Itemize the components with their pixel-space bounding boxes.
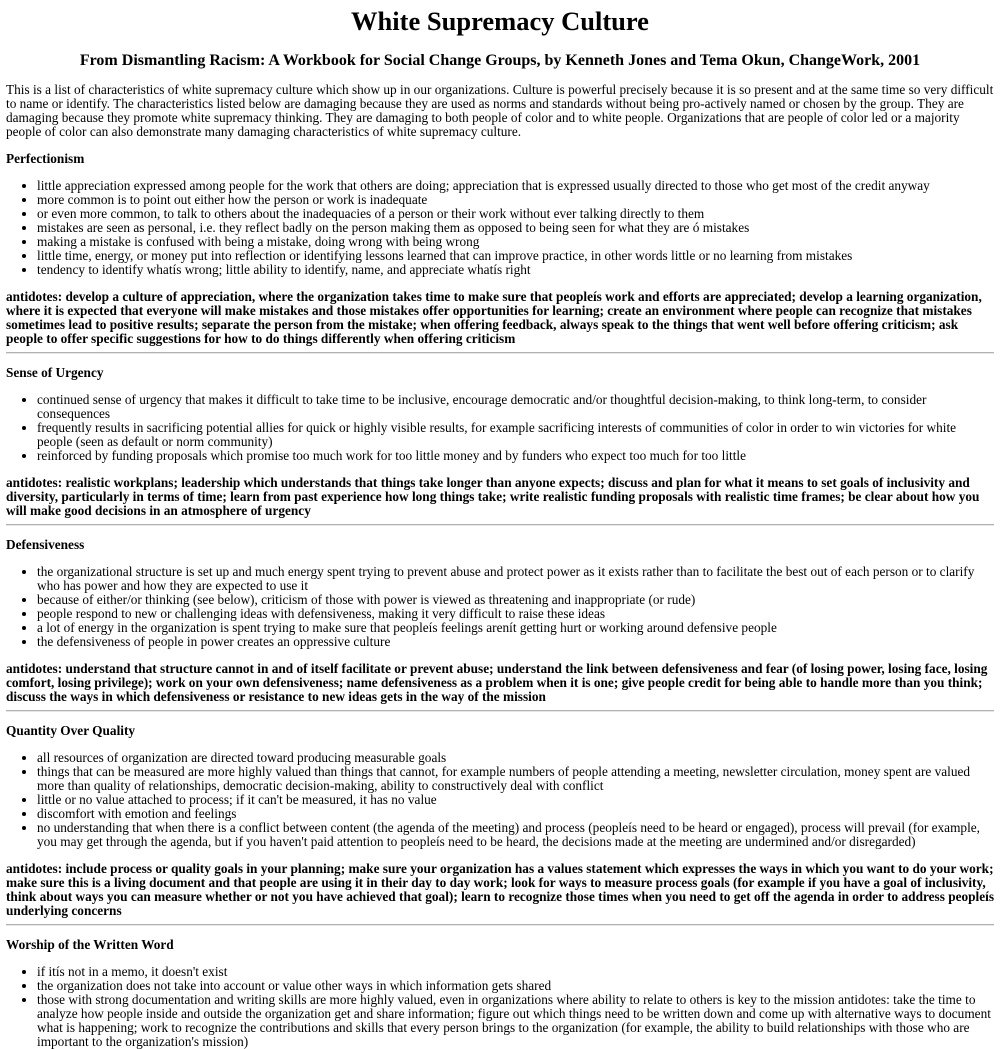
list-item: • more common is to point out either how the person or work is inadequate — [37, 193, 994, 207]
characteristics-list — [6, 179, 994, 277]
list-item: • things that can be measured are more highly valued than things that cannot, for example numbers of people attending a meeting, newsletter circulation, money spent are valued more than quality of relationships, democratic decision-making, ability to constructively deal with conflict — [37, 765, 994, 793]
list-item: • the organization does not take into account or value other ways in which information gets shared — [37, 979, 994, 993]
list-item: • if itís not in a memo, it doesn't exist — [37, 965, 994, 979]
characteristics-list — [6, 965, 994, 1049]
antidotes-paragraph: antidotes: understand that structure cannot in and of itself facilitate or prevent abuse; understand the link between defensiveness and fear (of losing power, losing face, losing comfort, losing privilege); work on your own defensiveness; name defensiveness as a problem when it is one; give people credit for being able to handle more than you think; discuss the ways in which defensiveness or resistance to new ideas gets in the way of the mission — [6, 661, 988, 704]
section-divider — [6, 924, 994, 926]
section-title: Defensiveness — [6, 537, 85, 552]
section — [6, 938, 994, 1049]
document-page — [0, 7, 1000, 1049]
page-title: White Supremacy Culture — [351, 6, 649, 36]
list-item: • mistakes are seen as personal, i.e. they reflect badly on the person making them as opposed to being seen for what they are ó mistakes — [37, 221, 994, 235]
list-item: • continued sense of urgency that makes it difficult to take time to be inclusive, encourage democratic and/or thoughtful decision-making, to think long-term, to consider consequences — [37, 393, 994, 421]
list-item: • little appreciation expressed among people for the work that others are doing; appreciation that is expressed usually directed to those who get most of the credit anyway — [37, 179, 994, 193]
antidotes-paragraph: antidotes: include process or quality goals in your planning; make sure your organization has a values statement which expresses the ways in which you want to do your work; make sure this is a living document and that people are using it in their day to day work; look for ways to measure process goals (for example if you have a goal of inclusivity, think about ways you can measure whether or not you have achieved that goal); learn to recognize those times when you need to get off the agenda in order to address peopleís underlying concerns — [6, 861, 995, 918]
section — [6, 152, 994, 354]
section-title: Perfectionism — [6, 151, 85, 166]
section — [6, 366, 994, 526]
section — [6, 724, 994, 926]
antidotes-paragraph: antidotes: realistic workplans; leadership which understands that things take longer than anyone expects; discuss and plan for what it means to set goals of inclusivity and diversity, particularly in terms of time; learn from past experience how long things take; write realistic funding proposals with realistic time frames; be clear about how you will make good decisions in an atmosphere of urgency — [6, 475, 980, 518]
list-item: • making a mistake is confused with being a mistake, doing wrong with being wrong — [37, 235, 994, 249]
list-item: • or even more common, to talk to others about the inadequacies of a person or their work without ever talking directly to them — [37, 207, 994, 221]
intro-paragraph: This is a list of characteristics of white supremacy culture which show up in our organizations. Culture is powerful precisely because it is so present and at the same time so very difficult to name or identify. The characteristics listed below are damaging because they are used as norms and standards without being pro-actively named or chosen by the group. They are damaging because they promote white supremacy thinking. They are damaging to both people of color and to white people. Organizations that are people of color led or a majority people of color can also demonstrate many damaging characteristics of white supremacy culture. — [6, 82, 994, 139]
list-item: • reinforced by funding proposals which promise too much work for too little money and by funders who expect too much for too little — [37, 449, 994, 463]
list-item: • frequently results in sacrificing potential allies for quick or highly visible results, for example sacrificing interests of communities of color in order to win victories for white people (seen as default or norm community) — [37, 421, 994, 449]
section-divider — [6, 710, 994, 712]
section-title: Worship of the Written Word — [6, 937, 174, 952]
list-item: • those with strong documentation and writing skills are more highly valued, even in organizations where ability to relate to others is key to the mission antidotes: take the time to analyze how people inside and outside the organization get and share information; figure out which things need to be written down and come up with alternative ways to document what is happening; work to recognize the contributions and skills that every person brings to the organization (for example, the ability to build relationships with those who are important to the organization's mission) — [37, 993, 994, 1049]
list-item: • no understanding that when there is a conflict between content (the agenda of the meeting) and process (peopleís need to be heard or engaged), process will prevail (for example, you may get through the agenda, but if you haven't paid attention to peopleís need to be heard, the decisions made at the meeting are undermined and/or disregarded) — [37, 821, 994, 849]
list-item: • the organizational structure is set up and much energy spent trying to prevent abuse and protect power as it exists rather than to facilitate the best out of each person or to clarify who has power and how they are expected to use it — [37, 565, 994, 593]
antidotes-paragraph: antidotes: develop a culture of appreciation, where the organization takes time to make sure that peopleís work and efforts are appreciated; develop a learning organization, where it is expected that everyone will make mistakes and those mistakes offer opportunities for learning; create an environment where people can recognize that mistakes sometimes lead to positive results; separate the person from the mistake; when offering feedback, always speak to the things that went well before offering criticism; ask people to offer specific suggestions for how to do things differently when offering criticism — [6, 289, 982, 346]
list-item: • the defensiveness of people in power creates an oppressive culture — [37, 635, 994, 649]
characteristics-list — [6, 751, 994, 849]
list-item: • all resources of organization are directed toward producing measurable goals — [37, 751, 994, 765]
section — [6, 538, 994, 712]
characteristics-list — [6, 393, 994, 463]
characteristics-list — [6, 565, 994, 649]
list-item: • little time, energy, or money put into reflection or identifying lessons learned that can improve practice, in other words little or no learning from mistakes — [37, 249, 994, 263]
sections-container — [6, 152, 994, 1049]
section-title: Sense of Urgency — [6, 365, 104, 380]
list-item: • tendency to identify whatís wrong; little ability to identify, name, and appreciate whatís right — [37, 263, 994, 277]
section-title: Quantity Over Quality — [6, 723, 136, 738]
list-item: • a lot of energy in the organization is spent trying to make sure that peopleís feelings arenít getting hurt or working around defensive people — [37, 621, 994, 635]
section-divider — [6, 352, 994, 354]
list-item: • people respond to new or challenging ideas with defensiveness, making it very difficult to raise these ideas — [37, 607, 994, 621]
list-item: • because of either/or thinking (see below), criticism of those with power is viewed as threatening and inappropriate (or rude) — [37, 593, 994, 607]
list-item: • discomfort with emotion and feelings — [37, 807, 994, 821]
list-item: • little or no value attached to process; if it can't be measured, it has no value — [37, 793, 994, 807]
page-subtitle: From Dismantling Racism: A Workbook for Social Change Groups, by Kenneth Jones and Tema Okun, ChangeWork, 2001 — [79, 52, 921, 69]
section-divider — [6, 524, 994, 526]
